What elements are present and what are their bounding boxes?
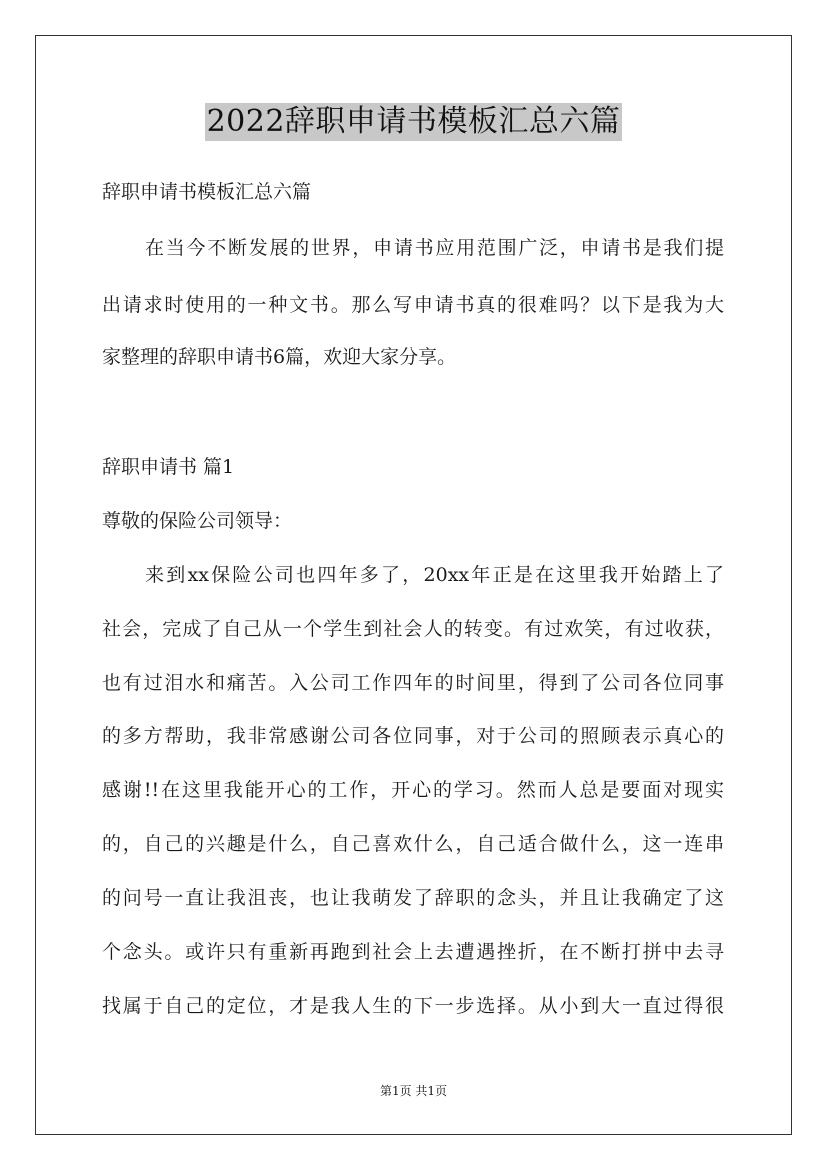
intro-line-1: 在当今不断发展的世界，申请书应用范围广泛，申请书是我们提: [145, 237, 724, 259]
document-title: 2022辞职申请书模板汇总六篇: [206, 104, 621, 139]
body-line-5: 感谢!!在这里我能开心的工作，开心的学习。然而人总是要面对现实: [102, 779, 724, 801]
body-line-7: 的问号一直让我沮丧，也让我萌发了辞职的念头，并且让我确定了这: [102, 887, 724, 909]
body-line-3: 也有过泪水和痛苦。入公司工作四年的时间里，得到了公司各位同事: [102, 672, 724, 694]
section-heading: 辞职申请书 篇1: [102, 456, 235, 478]
intro-line-2: 出请求时使用的一种文书。那么写申请书真的很难吗？以下是我为大: [102, 294, 724, 316]
subtitle-line: 辞职申请书模板汇总六篇: [102, 181, 312, 203]
intro-line-3: 家整理的辞职申请书6篇，欢迎大家分享。: [102, 346, 457, 368]
page-number-footer: 第1页 共1页: [379, 1084, 448, 1098]
title-container: [0, 103, 827, 141]
body-line-6: 的，自己的兴趣是什么，自己喜欢什么，自己适合做什么，这一连串: [102, 833, 724, 855]
body-line-4: 的多方帮助，我非常感谢公司各位同事，对于公司的照顾表示真心的: [102, 725, 724, 747]
body-line-2: 社会，完成了自己从一个学生到社会人的转变。有过欢笑，有过收获，: [102, 618, 724, 640]
body-line-1: 来到xx保险公司也四年多了，20xx年正是在这里我开始踏上了: [145, 564, 724, 586]
body-line-9: 找属于自己的定位，才是我人生的下一步选择。从小到大一直过得很: [102, 995, 724, 1017]
salutation: 尊敬的保险公司领导：: [102, 510, 293, 532]
body-line-8: 个念头。或许只有重新再跑到社会上去遭遇挫折，在不断打拼中去寻: [102, 941, 724, 963]
